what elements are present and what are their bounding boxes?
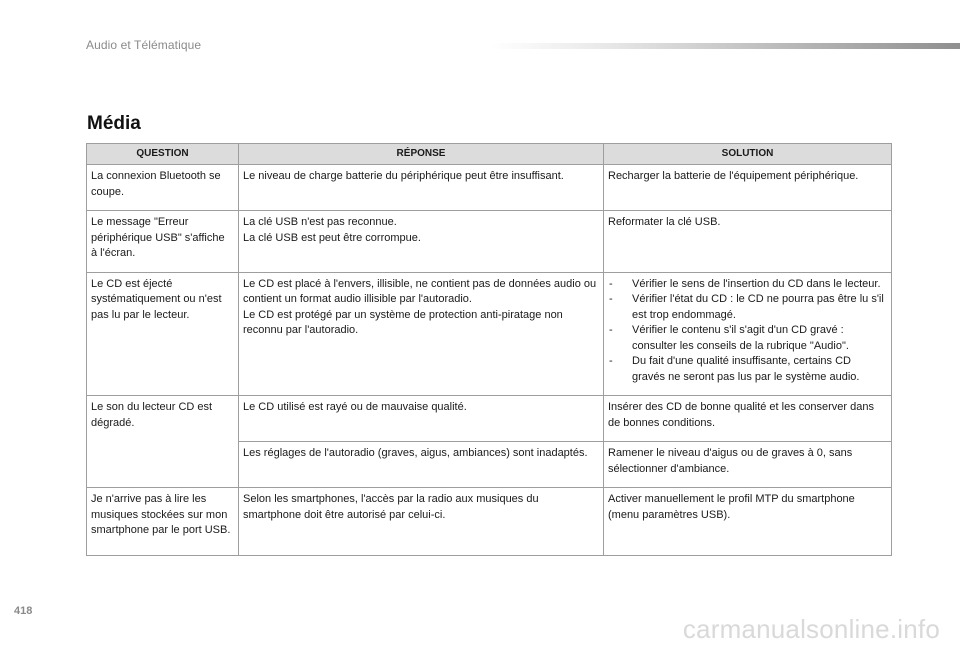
page-number: 418 [14,605,33,617]
table-row [87,488,892,556]
reponse-cell [239,488,604,556]
solution-list-item: - Vérifier le contenu s'il s'agit d'un CD gravé : consulter les conseils de la rubrique "Audio". [608,323,885,354]
header-gradient-bar [490,43,960,49]
solution-list-item: - Du fait d'une qualité insuffisante, certains CD gravés ne seront pas lus par le système audio. [608,354,885,385]
column-header-reponse: RÉPONSE [239,144,604,165]
solution-cell [604,272,892,396]
column-header-question: QUESTION [87,144,239,165]
reponse-cell [239,272,604,396]
reponse-line: Les réglages de l'autoradio (graves, aigus, ambiances) sont inadaptés. [243,447,588,459]
solution-cell: Reformater la clé USB. [604,211,892,273]
solution-cell: Recharger la batterie de l'équipement périphérique. [604,165,892,211]
reponse-cell [239,396,604,442]
question-cell: Le son du lecteur CD est dégradé. [87,396,239,488]
question-cell: Le message "Erreur périphérique USB" s'affiche à l'écran. [87,211,239,273]
table-row [87,165,892,211]
column-header-solution: SOLUTION [604,144,892,165]
reponse-cell [239,211,604,273]
section-header: Audio et Télématique [86,38,202,52]
reponse-line: Le CD est placé à l'envers, illisible, ne contient pas de données audio ou contient un format audio illisible par l'autoradio. [243,277,597,305]
question-cell: Je n'arrive pas à lire les musiques stockées sur mon smartphone par le port USB. [87,488,239,556]
solution-list [608,277,885,386]
solution-list-item: - Vérifier le sens de l'insertion du CD dans le lecteur. [608,277,885,293]
solution-cell: Insérer des CD de bonne qualité et les conserver dans de bonnes conditions. [604,396,892,442]
reponse-line: Le niveau de charge batterie du périphérique peut être insuffisant. [243,170,564,182]
reponse-line: Le CD utilisé est rayé ou de mauvaise qualité. [243,401,467,413]
reponse-line: Le CD est protégé par un système de protection anti-piratage non reconnu par l'autoradio. [243,308,563,336]
solution-cell: Activer manuellement le profil MTP du smartphone (menu paramètres USB). [604,488,892,556]
solution-list-item: - Vérifier l'état du CD : le CD ne pourra pas être lu s'il est trop endommagé. [608,292,885,323]
table-row [87,272,892,396]
question-cell: Le CD est éjecté systématiquement ou n'est pas lu par le lecteur. [87,272,239,396]
page-title: Média [87,113,141,134]
table-row [87,211,892,273]
watermark: carmanualsonline.info [682,614,940,644]
reponse-cell [239,442,604,488]
table-header-row [87,144,892,165]
reponse-line: Selon les smartphones, l'accès par la radio aux musiques du smartphone doit être autorisé par celui-ci. [243,493,539,521]
reponse-line: La clé USB est peut être corrompue. [243,231,421,244]
question-cell: La connexion Bluetooth se coupe. [87,165,239,211]
faq-table [86,143,892,556]
reponse-line: La clé USB n'est pas reconnue. [243,216,397,228]
table-row [87,396,892,442]
solution-cell: Ramener le niveau d'aigus ou de graves à 0, sans sélectionner d'ambiance. [604,442,892,488]
reponse-cell [239,165,604,211]
